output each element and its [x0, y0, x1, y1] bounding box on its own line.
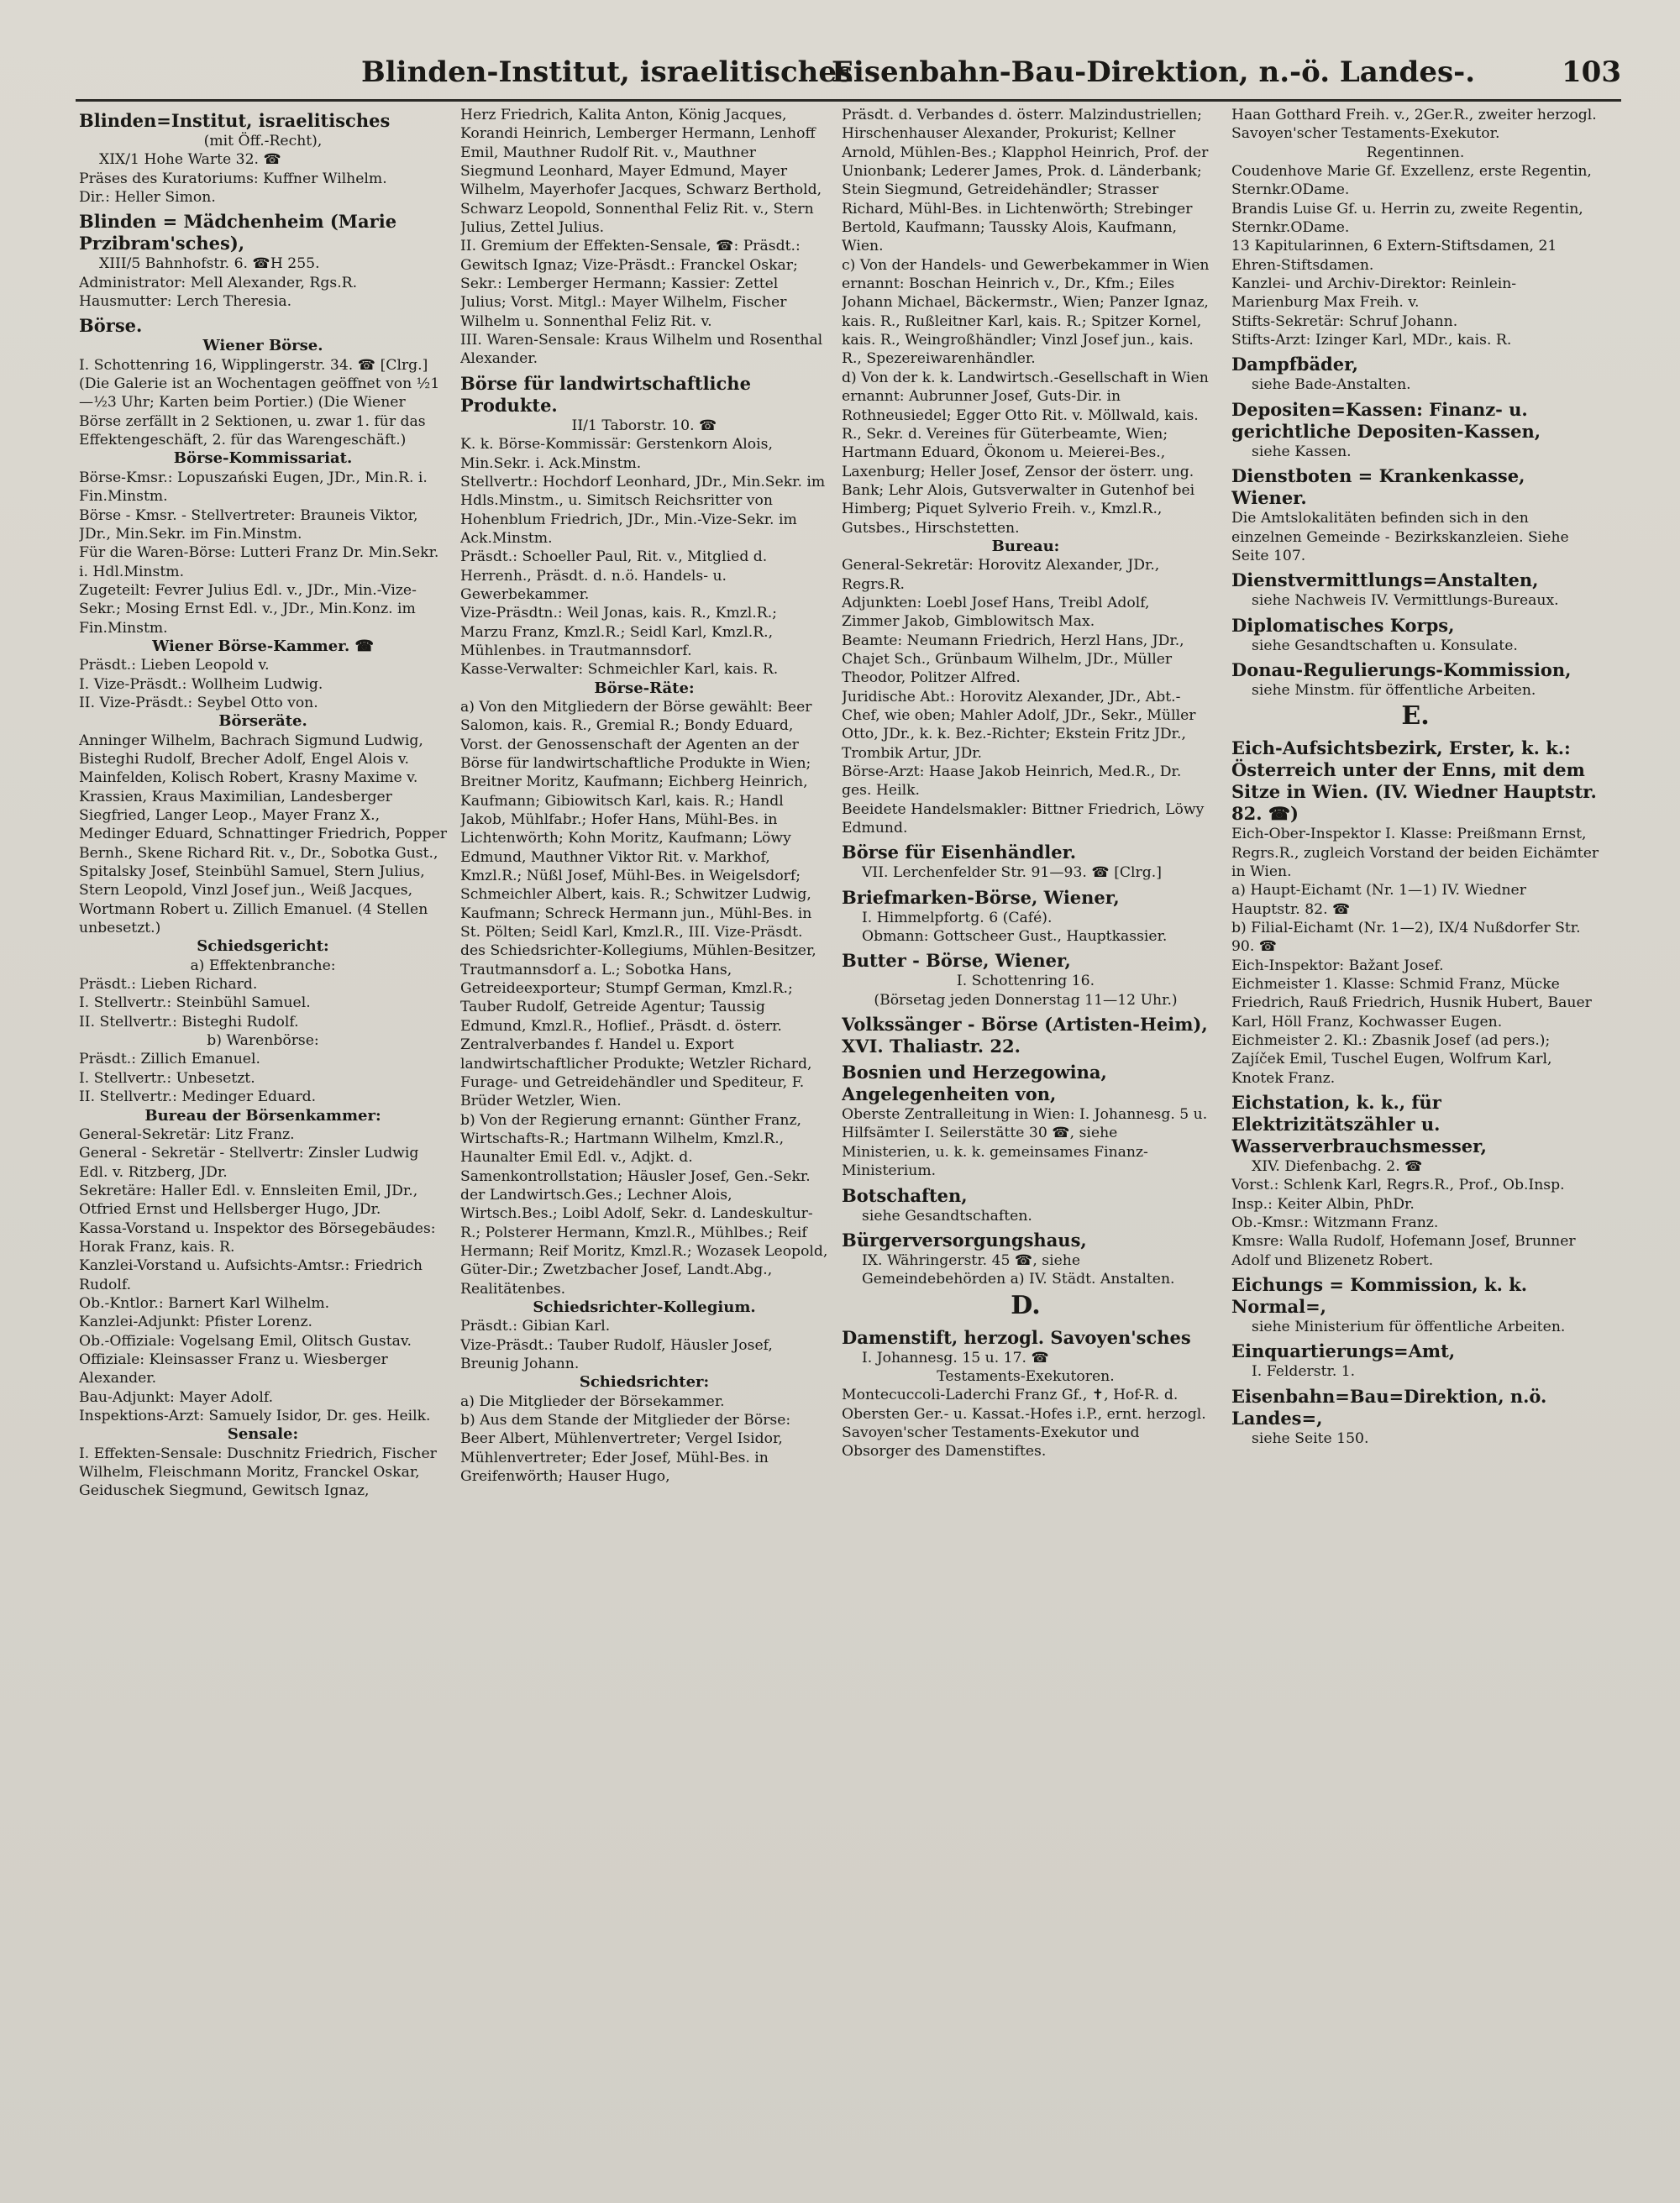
entry-text: Offiziale: Kleinsasser Franz u. Wiesberger Alexander.	[79, 1351, 388, 1387]
entry-text: Präsdt.: Schoeller Paul, Rit. v., Mitglied d. Herrenh., Präsdt. d. n.ö. Handels- u. Gewerbekammer.	[460, 548, 768, 603]
entry-text: Beamte: Neumann Friedrich, Herzl Hans, JDr., Chajet Sch., Grünbaum Wilhelm, JDr., Müller Theodor, Politzer Alfred.	[842, 632, 1184, 687]
entry-heading: Bürgerversorgungshaus,	[842, 1229, 1087, 1251]
entry-text: I. Schottenring 16.	[956, 973, 1095, 990]
entry-text: Insp.: Keiter Albin, PhDr.	[1231, 1195, 1415, 1213]
entry-text: XIV. Diefenbachg. 2. ☎	[1252, 1158, 1423, 1176]
column-4	[1231, 106, 1599, 2180]
entry-heading: Börse für landwirtschaftliche Produkte.	[460, 372, 751, 416]
entry-text: b) Warenbörse:	[207, 1032, 319, 1050]
entry-text: Obmann: Gottscheer Gust., Hauptkassier.	[862, 928, 1168, 946]
entry-text: c) Von der Handels- und Gewerbekammer in Wien ernannt: Boschan Heinrich v., Dr., Kfm.; Eiles Johann Michael, Bäckermstr., Wien; Panzer Ignaz, kais. R., Rußleitner Karl, kais. R.; Spitzer Kornel, kais. R., Weingroßhändler; Vinzl Josef jun., kais. R., Spezereiwarenhändler.	[842, 256, 1210, 368]
entry-heading: Damenstift, herzogl. Savoyen'sches	[842, 1326, 1191, 1348]
entry-text: IX. Währingerstr. 45 ☎, siehe Gemeindebehörden a) IV. Städt. Anstalten.	[862, 1251, 1175, 1288]
entry-heading: Eich-Aufsichtsbezirk, Erster, k. k.: Österreich unter der Enns, mit dem Sitze in Wien. (IV. Wiedner Hauptstr. 82. ☎)	[1231, 737, 1597, 825]
entry-text: siehe Nachweis IV. Vermittlungs-Bureaux.	[1252, 592, 1559, 610]
entry-text: Eich-Inspektor: Bažant Josef.	[1231, 957, 1444, 974]
entry-text: Haan Gotthard Freih. v., 2Ger.R., zweiter herzogl. Savoyen'scher Testaments-Exekutor.	[1231, 107, 1597, 143]
entry-text: Ob.-Kntlor.: Barnert Karl Wilhelm.	[79, 1294, 330, 1312]
entry-heading: Dampfbäder,	[1231, 354, 1358, 375]
entry-text: Für die Waren-Börse: Lutteri Franz Dr. Min.Sekr. i. Hdl.Minstm.	[79, 544, 439, 580]
entry-text: I. Effekten-Sensale: Duschnitz Friedrich, Fischer Wilhelm, Fleischmann Moritz, Franckel Oskar, Geiduschek Siegmund, Gewitsch Ignaz,	[79, 1445, 437, 1500]
section-heading: Sensale:	[227, 1425, 299, 1444]
column-1	[79, 106, 447, 2180]
section-heading: E.	[1401, 701, 1430, 732]
entry-heading: Briefmarken-Börse, Wiener,	[842, 886, 1120, 908]
section-heading: Börseräte.	[218, 712, 307, 731]
entry-text: siehe Bade-Anstalten.	[1252, 376, 1411, 394]
entry-text: siehe Kassen.	[1252, 443, 1352, 460]
entry-text: Präsdt.: Zillich Emanuel.	[79, 1051, 260, 1068]
entry-text: Vorst.: Schlenk Karl, Regrs.R., Prof., Ob.Insp.	[1231, 1177, 1565, 1194]
entry-text: 13 Kapitularinnen, 6 Extern-Stiftsdamen, 21 Ehren-Stiftsdamen.	[1231, 238, 1557, 274]
entry-text: a) Die Mitglieder der Börsekammer.	[460, 1393, 725, 1410]
entry-text: Hausmutter: Lerch Theresia.	[79, 293, 292, 311]
entry-text: Präses des Kuratoriums: Kuffner Wilhelm.	[79, 170, 387, 187]
entry-text: d) Von der k. k. Landwirtsch.-Gesellschaft in Wien ernannt: Aubrunner Josef, Guts-Dir. in Rothneusiedel; Egger Otto Rit. v. Möllwald, kais. R., Sekr. d. Vereines für Güterbeamte, Wien; Hartmann Eduard, Ökonom u. Meierei-Bes., Laxenburg; Heller Josef, Zensor der österr. ung. Bank; Lehr Alois, Gutsverwalter in Gutenhof bei Himberg; Piquet Sylverio Freih. v., Kmzl.R., Gutsbes., Hirschstetten.	[842, 369, 1209, 537]
entry-heading: Dienstboten = Krankenkasse, Wiener.	[1231, 465, 1525, 509]
entry-text: Kanzlei- und Archiv-Direktor: Reinlein-Marienburg Max Freih. v.	[1231, 275, 1517, 312]
entry-text: Vize-Präsdtn.: Weil Jonas, kais. R., Kmzl.R.; Marzu Franz, Kmzl.R.; Seidl Karl, Kmzl.R., Mühlenbes. in Trautmannsdorf.	[460, 605, 777, 659]
entry-text: Stellvertr.: Hochdorf Leonhard, JDr., Min.Sekr. im Hdls.Minstm., u. Simitsch Reichsritter von Hohenblum Friedrich, JDr., Min.-Vize-Sekr. im Ack.Minstm.	[460, 473, 826, 547]
entry-text: Dir.: Heller Simon.	[79, 189, 216, 207]
entry-text: XIII/5 Bahnhofstr. 6. ☎H 255.	[99, 255, 320, 273]
entry-text: (mit Öff.-Recht),	[203, 133, 323, 149]
section-heading: Schiedsrichter:	[579, 1373, 710, 1392]
entry-heading: Eichungs = Kommission, k. k. Normal=,	[1231, 1274, 1528, 1318]
entry-heading: Blinden = Mädchenheim (Marie Przibram'sches),	[79, 211, 397, 254]
entry-text: Präsdt.: Gibian Karl.	[460, 1318, 611, 1335]
entry-text: Beeidete Handelsmakler: Bittner Friedrich, Löwy Edmund.	[842, 800, 1205, 837]
section-heading: Schiedsrichter-Kollegium.	[533, 1298, 756, 1316]
entry-heading: Botschaften,	[842, 1184, 968, 1206]
section-heading: Bureau:	[991, 537, 1060, 555]
entry-heading: Donau-Regulierungs-Kommission,	[1231, 658, 1572, 680]
entry-text: Bau-Adjunkt: Mayer Adolf.	[79, 1388, 274, 1406]
entry-text: II. Stellvertr.: Medinger Eduard.	[79, 1088, 317, 1106]
column-2	[460, 106, 828, 2180]
entry-text: General - Sekretär - Stellvertr: Zinsler Ludwig Edl. v. Ritzberg, JDr.	[79, 1145, 419, 1181]
entry-text: I. Stellvertr.: Unbesetzt.	[79, 1069, 255, 1087]
entry-text: Kassa-Vorstand u. Inspektor des Börsegebäudes: Horak Franz, kais. R.	[79, 1220, 436, 1256]
section-heading: Börse-Kommissariat.	[173, 449, 353, 468]
entry-text: Präsdt. d. Verbandes d. österr. Malzindustriellen; Hirschenhauser Alexander, Prokurist; Kellner Arnold, Mühlen-Bes.; Klapphol Heinrich, Prof. der Unionbank; Lederer James, Prok. d. Länderbank; Stein Siegmund, Getreidehändler; Strasser Richard, Mühl-Bes. in Lichtenwörth; Strebinger Bertold, Kaufmann; Taussky Alois, Kaufmann, Wien.	[842, 107, 1209, 255]
entry-text: K. k. Börse-Kommissär: Gerstenkorn Alois, Min.Sekr. i. Ack.Minstm.	[460, 436, 773, 472]
entry-heading: Eisenbahn=Bau=Direktion, n.ö. Landes=,	[1231, 1385, 1547, 1429]
entry-text: XIX/1 Hohe Warte 32. ☎	[99, 151, 281, 169]
entry-text: Inspektions-Arzt: Samuely Isidor, Dr. ges. Heilk.	[79, 1408, 431, 1424]
section-heading: Wiener Börse.	[202, 337, 323, 355]
entry-text: II/1 Taborstr. 10. ☎	[571, 417, 717, 434]
entry-text: Sekretäre: Haller Edl. v. Ennsleiten Emil, JDr., Otfried Ernst und Hellsberger Hugo, JDr.	[79, 1182, 418, 1219]
entry-text: Testaments-Exekutoren.	[937, 1367, 1115, 1385]
entry-heading: Diplomatisches Korps,	[1231, 614, 1455, 636]
entry-text: b) Filial-Eichamt (Nr. 1—2), IX/4 Nußdorfer Str. 90. ☎	[1231, 919, 1581, 956]
header-left: Blinden-Institut, israelitisches	[361, 55, 853, 89]
entry-text: Administrator: Mell Alexander, Rgs.R.	[79, 274, 358, 291]
section-heading: Bureau der Börsenkammer:	[144, 1106, 381, 1125]
entry-text: Coudenhove Marie Gf. Exzellenz, erste Regentin, Sternkr.ODame.	[1231, 163, 1592, 199]
entry-heading: Eichstation, k. k., für Elektrizitätszähler u. Wasserverbrauchsmesser,	[1231, 1092, 1487, 1157]
header-rule	[76, 99, 1621, 102]
entry-text: General-Sekretär: Horovitz Alexander, JDr., Regrs.R.	[842, 557, 1160, 593]
entry-text: Präsdt.: Lieben Leopold v.	[79, 657, 270, 674]
entry-text: Stifts-Arzt: Izinger Karl, MDr., kais. R.	[1231, 332, 1512, 349]
entry-text: Eichmeister 2. Kl.: Zbasnik Josef (ad pers.); Zajíček Emil, Tuschel Eugen, Wolfrum Karl, Knotek Franz.	[1231, 1032, 1552, 1087]
running-header	[361, 55, 1621, 97]
entry-text: Eich-Ober-Inspektor I. Klasse: Preißmann Ernst, Regrs.R., zugleich Vorstand der beiden Eichämter in Wien.	[1231, 826, 1599, 880]
entry-text: b) Von der Regierung ernannt: Günther Franz, Wirtschafts-R.; Hartmann Wilhelm, Kmzl.R., Haunalter Emil Edl. v., Adjkt. d. Samenkontrollstation; Häusler Josef, Gen.-Sekr. der Landwirtsch.Ges.; Lechner Alois, Wirtsch.Bes.; Loibl Adolf, Sekr. d. Landeskultur-R.; Polsterer Hermann, Kmzl.R., Mühlbes.; Reif Hermann; Reif Moritz, Kmzl.R.; Wozasek Leopold, Güter-Dir.; Zwetzbacher Josef, Landt.Abg., Realitätenbes.	[460, 1111, 828, 1298]
entry-text: Ob.-Offiziale: Vogelsang Emil, Olitsch Gustav.	[79, 1332, 412, 1350]
entry-text: Eichmeister 1. Klasse: Schmid Franz, Mücke Friedrich, Rauß Friedrich, Husnik Hubert, Bauer Karl, Höll Franz, Kochwasser Eugen.	[1231, 975, 1592, 1031]
section-heading: Wiener Börse-Kammer. ☎	[152, 637, 374, 655]
entry-text: I. Schottenring 16, Wipplingerstr. 34. ☎ [Clrg.] (Die Galerie ist an Wochentagen geöffnet von ½1—½3 Uhr; Karten beim Portier.) (Die Wiener Börse zerfällt in 2 Sektionen, u. zwar 1. für das Effektengeschäft, 2. für das Warengeschäft.)	[79, 356, 440, 449]
entry-text: Anninger Wilhelm, Bachrach Sigmund Ludwig, Bisteghi Rudolf, Brecher Adolf, Engel Alois v. Mainfelden, Kolisch Robert, Krasny Maxime v. Krassien, Kraus Maximilian, Landesberger Siegfried, Langer Leop., Mayer Franz X., Medinger Eduard, Schnattinger Friedrich, Popper Bernh., Skene Richard Rit. v., Dr., Sobotka Gust., Spitalsky Josef, Steinbühl Samuel, Stern Julius, Stern Leopold, Vinzl Josef jun., Weiß Jacques, Wortmann Robert u. Zillich Emanuel. (4 Stellen unbesetzt.)	[79, 732, 447, 937]
entry-text: Präsdt.: Lieben Richard.	[79, 976, 258, 994]
page-number: 103	[1562, 55, 1621, 89]
entry-text: VII. Lerchenfelder Str. 91—93. ☎ [Clrg.]	[862, 864, 1162, 882]
entry-heading: Einquartierungs=Amt,	[1231, 1340, 1456, 1362]
entry-text: Die Amtslokalitäten befinden sich in den einzelnen Gemeinde - Bezirkskanzleien. Siehe Seite 107.	[1231, 510, 1569, 564]
entry-text: Juridische Abt.: Horovitz Alexander, JDr., Abt.-Chef, wie oben; Mahler Adolf, JDr., Sekr., Müller Otto, JDr., k. k. Bez.-Richter; Ekstein Fritz JDr., Trombik Artur, JDr.	[842, 688, 1196, 762]
entry-text: Adjunkten: Loebl Josef Hans, Treibl Adolf, Zimmer Jakob, Gimblowitsch Max.	[842, 594, 1150, 631]
entry-text: Ob.-Kmsr.: Witzmann Franz.	[1231, 1214, 1439, 1232]
entry-text: siehe Gesandtschaften u. Konsulate.	[1252, 637, 1518, 654]
entry-text: I. Vize-Präsdt.: Wollheim Ludwig.	[79, 675, 323, 693]
header-middle: Eisenbahn-Bau-Direktion, n.-ö. Landes-.	[832, 55, 1476, 89]
entry-text: III. Waren-Sensale: Kraus Wilhelm und Rosenthal Alexander.	[460, 332, 823, 368]
entry-text: a) Effektenbranche:	[190, 957, 336, 974]
entry-text: Zugeteilt: Fevrer Julius Edl. v., JDr., Min.-Vize-Sekr.; Mosing Ernst Edl. v., JDr., Min.Konz. im Fin.Minstm.	[79, 581, 417, 637]
entry-heading: Butter - Börse, Wiener,	[842, 950, 1071, 972]
entry-text: Brandis Luise Gf. u. Herrin zu, zweite Regentin, Sternkr.ODame.	[1231, 200, 1583, 237]
entry-text: siehe Gesandtschaften.	[862, 1207, 1032, 1225]
entry-heading: Bosnien und Herzegowina, Angelegenheiten von,	[842, 1062, 1107, 1105]
entry-text: I. Johannesg. 15 u. 17. ☎	[862, 1349, 1049, 1366]
entry-text: b) Aus dem Stande der Mitglieder der Börse: Beer Albert, Mühlenvertreter; Vergel Isidor, Mühlenvertreter; Eder Josef, Mühl-Bes. in Greifenwörth; Hauser Hugo,	[460, 1412, 791, 1486]
column-3	[842, 106, 1210, 2180]
entry-heading: Depositen=Kassen: Finanz- u. gerichtliche Depositen-Kassen,	[1231, 398, 1541, 442]
entry-text: Börse - Kmsr. - Stellvertreter: Brauneis Viktor, JDr., Min.Sekr. im Fin.Minstm.	[79, 506, 418, 543]
section-heading: D.	[1011, 1290, 1041, 1320]
entry-text: siehe Seite 150.	[1252, 1429, 1369, 1447]
entry-heading: Börse für Eisenhändler.	[842, 842, 1077, 863]
entry-text: II. Vize-Präsdt.: Seybel Otto von.	[79, 694, 318, 711]
entry-text: II. Gremium der Effekten-Sensale, ☎: Präsdt.: Gewitsch Ignaz; Vize-Präsdt.: Franckel Oskar; Sekr.: Lemberger Hermann; Kassier: Zettel Julius; Vorst. Mitgl.: Mayer Wilhelm, Fischer Wilhelm u. Sonnenthal Feliz Rit. v.	[460, 238, 801, 330]
entry-text: I. Stellvertr.: Steinbühl Samuel.	[79, 994, 311, 1012]
entry-text: Herz Friedrich, Kalita Anton, König Jacques, Korandi Heinrich, Lemberger Hermann, Lenhoff Emil, Mauthner Rudolf Rit. v., Mauthner Siegmund Leonhard, Mayer Edmund, Mayer Wilhelm, Mayerhofer Jacques, Schwarz Berthold, Schwarz Leopold, Sonnenthal Feliz Rit. v., Stern Julius, Zettel Julius.	[460, 107, 822, 237]
section-heading: Schiedsgericht:	[197, 937, 329, 956]
entry-text: General-Sekretär: Litz Franz.	[79, 1125, 295, 1143]
entry-text: Stifts-Sekretär: Schruf Johann.	[1231, 312, 1458, 330]
entry-text: Vize-Präsdt.: Tauber Rudolf, Häusler Josef, Breunig Johann.	[460, 1336, 773, 1372]
entry-text: siehe Ministerium für öffentliche Arbeiten.	[1252, 1319, 1566, 1336]
entry-text: (Börsetag jeden Donnerstag 11—12 Uhr.)	[874, 991, 1178, 1009]
entry-text: a) Haupt-Eichamt (Nr. 1—1) IV. Wiedner Hauptstr. 82. ☎	[1231, 882, 1526, 918]
entry-text: Kanzlei-Vorstand u. Aufsichts-Amtsr.: Friedrich Rudolf.	[79, 1257, 423, 1293]
entry-text: Börse-Arzt: Haase Jakob Heinrich, Med.R., Dr. ges. Heilk.	[842, 763, 1182, 800]
entry-heading: Volkssänger - Börse (Artisten-Heim), XVI. Thaliastr. 22.	[842, 1014, 1208, 1057]
entry-heading: Börse.	[79, 315, 143, 337]
entry-text: Kanzlei-Adjunkt: Pfister Lorenz.	[79, 1314, 312, 1331]
entry-text: II. Stellvertr.: Bisteghi Rudolf.	[79, 1013, 299, 1031]
entry-text: siehe Minstm. für öffentliche Arbeiten.	[1252, 681, 1536, 699]
entry-text: a) Von den Mitgliedern der Börse gewählt: Beer Salomon, kais. R., Gremial R.; Bondy Eduard, Vorst. der Genossenschaft der Agenten an der Börse für landwirtschaftliche Produkte in Wien; Breitner Moritz, Kaufmann; Eichberg Heinrich, Kaufmann; Gibiowitsch Karl, kais. R.; Handl Jakob, Mühlfabr.; Hofer Hans, Mühl-Bes. in Lichtenwörth; Kohn Moritz, Kaufmann; Löwy Edmund, Mauthner Viktor Rit. v. Markhof, Kmzl.R.; Nüßl Josef, Mühl-Bes. in Weigelsdorf; Schmeichler Albert, kais. R.; Schwitzer Ludwig, Kaufmann; Schreck Hermann jun., Mühl-Bes. in St. Pölten; Seidl Karl, Kmzl.R., III. Vize-Präsdt. des Schiedsrichter-Kollegiums, Mühlen-Besitzer, Trautmannsdorf a. L.; Sobotka Hans, Getreideexporteur; Stumpf German, Kmzl.R.; Tauber Rudolf, Getreide Agentur; Taussig Edmund, Kmzl.R., Hoflief., Präsdt. d. österr. Zentralverbandes f. Handel u. Export landwirtschaftlicher Produkte; Wetzler Richard, Furage- und Getreidehändler und Spediteur, F. Brüder Wetzler, Wien.	[460, 698, 816, 1110]
entry-heading: Blinden=Institut, israelitisches	[79, 110, 391, 131]
entry-text: Börse-Kmsr.: Lopuszański Eugen, JDr., Min.R. i. Fin.Minstm.	[79, 469, 428, 506]
entry-text: Kasse-Verwalter: Schmeichler Karl, kais. R.	[460, 661, 779, 679]
section-heading: Börse-Räte:	[594, 679, 695, 697]
entry-text: Oberste Zentralleitung in Wien: I. Johannesg. 5 u. Hilfsämter I. Seilerstätte 30 ☎, siehe Ministerien, u. k. k. gemeinsames Finanz-Ministerium.	[842, 1106, 1208, 1180]
entry-text: I. Felderstr. 1.	[1252, 1363, 1356, 1381]
entry-text: Regentinnen.	[1366, 144, 1465, 161]
entry-text: I. Himmelpfortg. 6 (Café).	[862, 909, 1053, 926]
entry-text: Montecuccoli-Laderchi Franz Gf., ✝, Hof-R. d. Obersten Ger.- u. Kassat.-Hofes i.P., ernt. herzogl. Savoyen'scher Testaments-Exekutor und Obsorger des Damenstiftes.	[842, 1387, 1206, 1461]
entry-text: Kmsre: Walla Rudolf, Hofemann Josef, Brunner Adolf und Blizenetz Robert.	[1231, 1233, 1576, 1269]
entry-heading: Dienstvermittlungs=Anstalten,	[1231, 569, 1539, 591]
